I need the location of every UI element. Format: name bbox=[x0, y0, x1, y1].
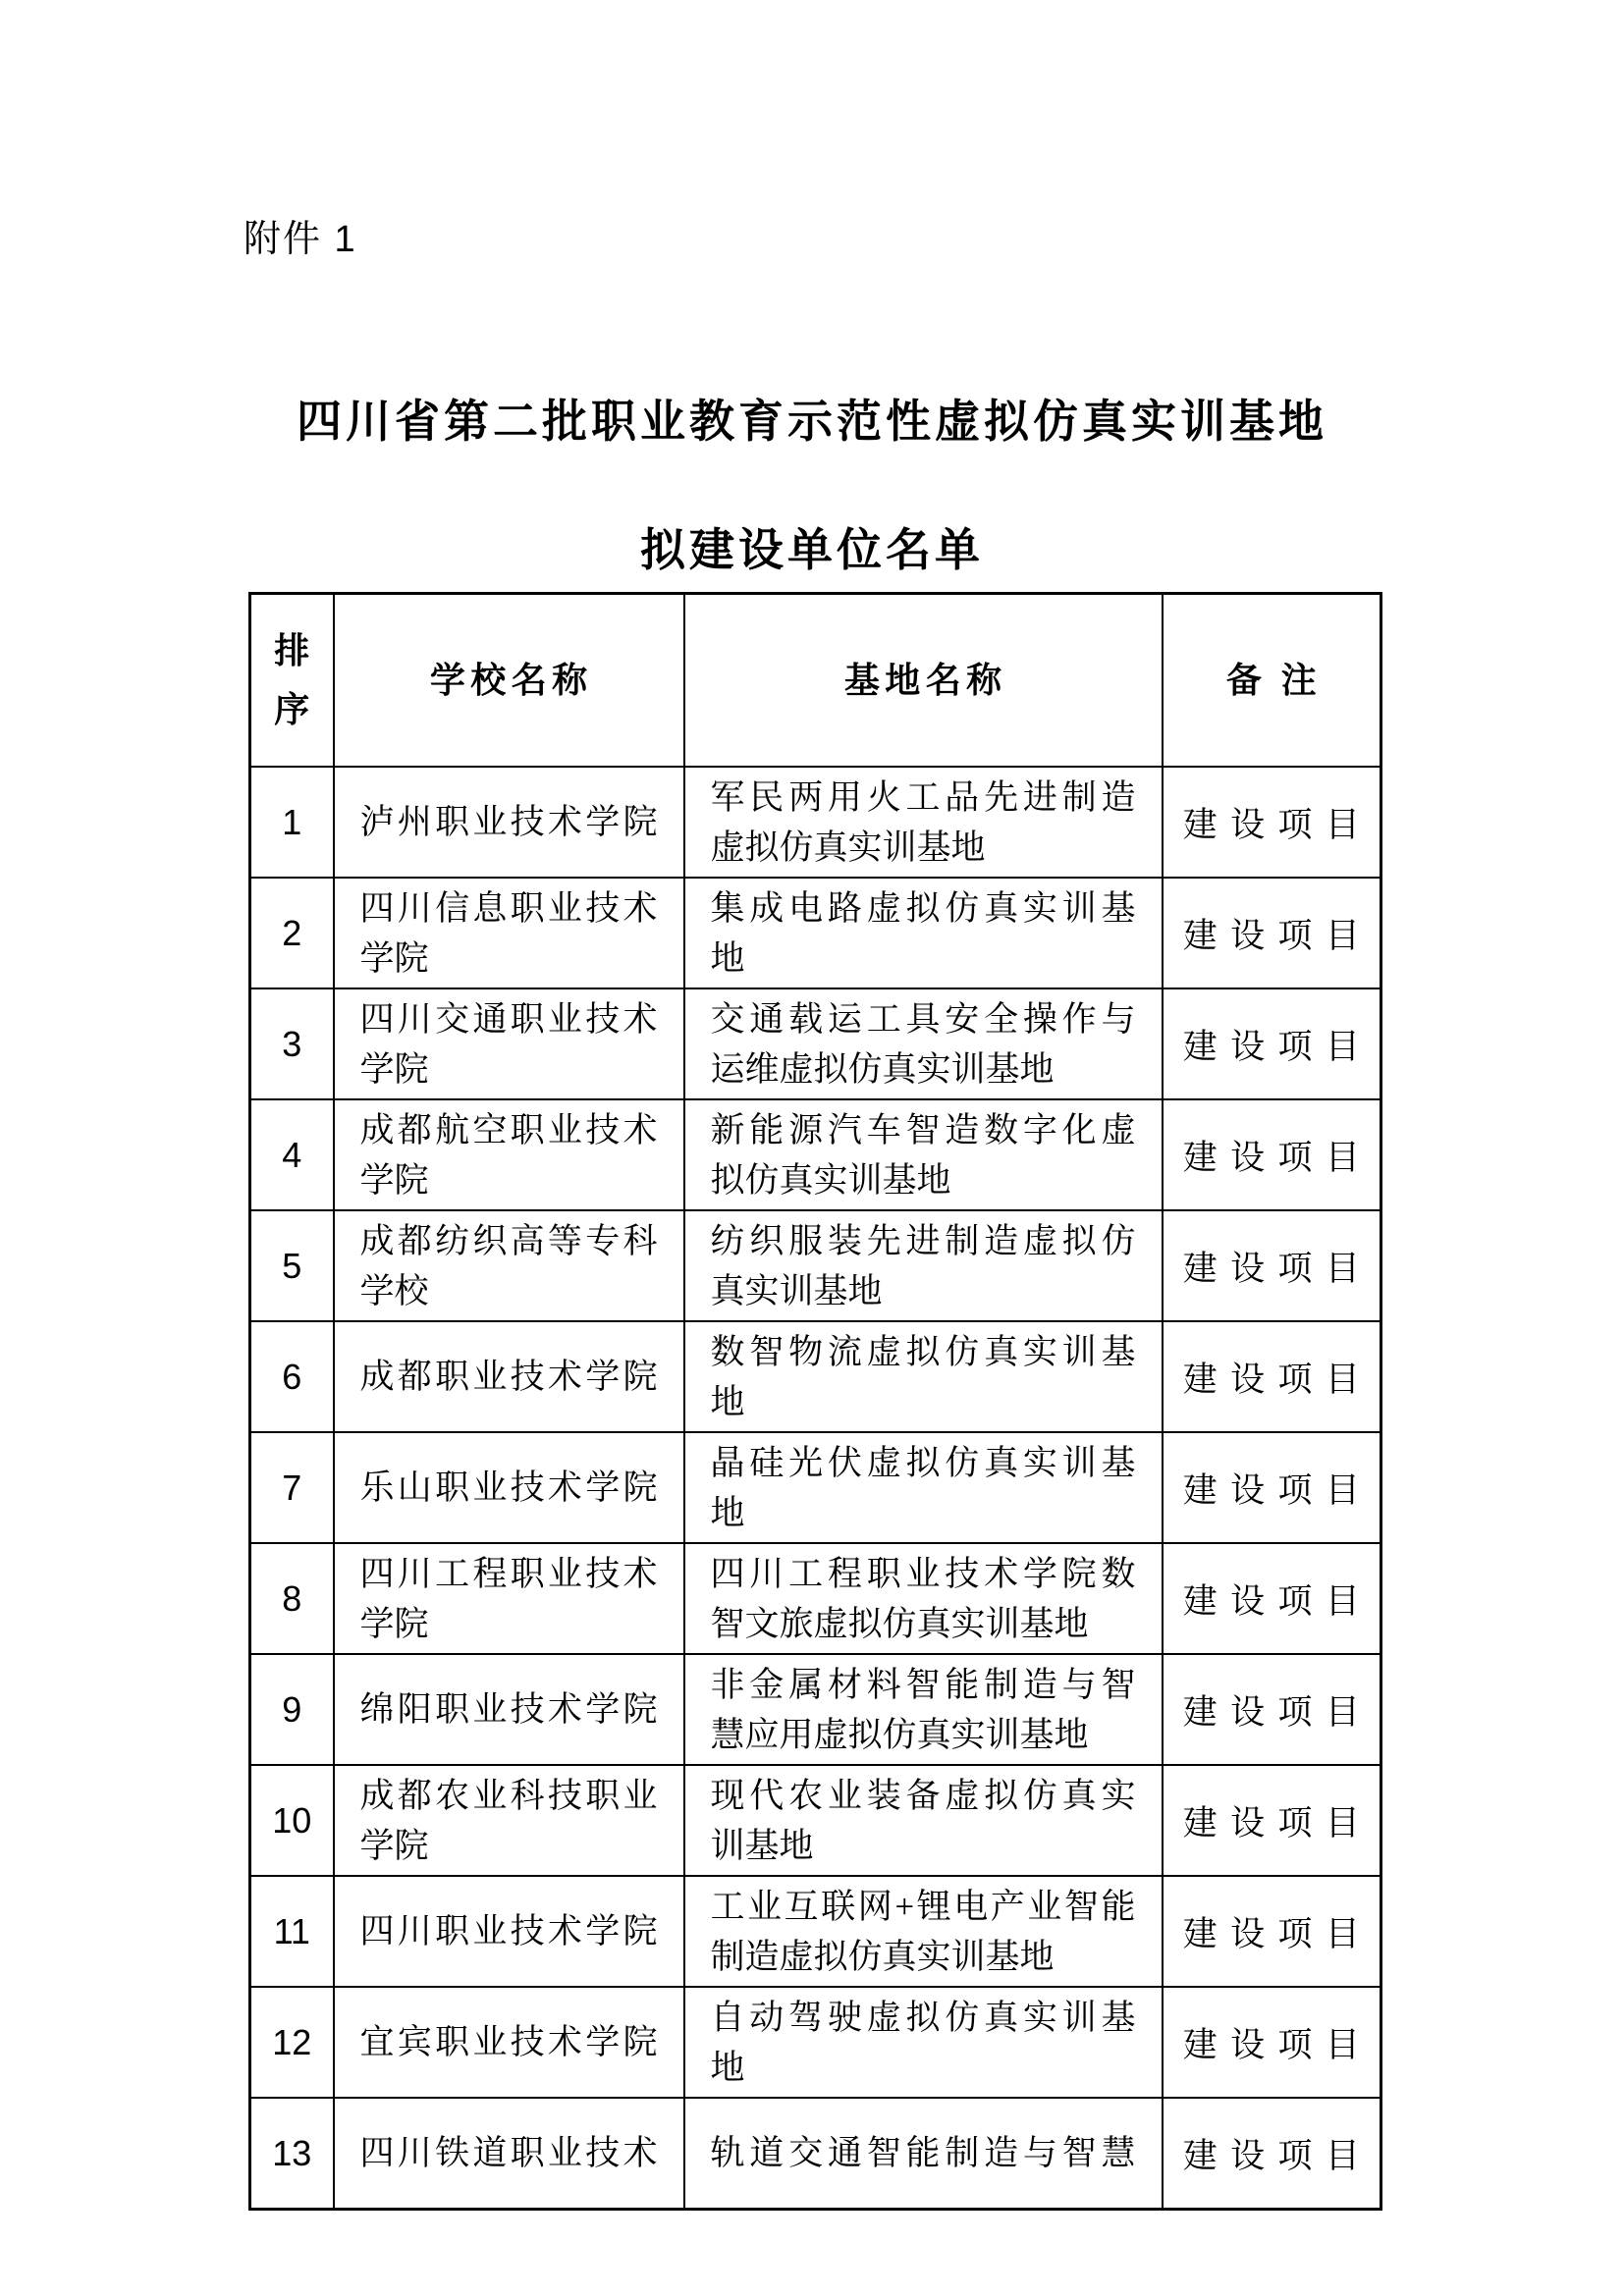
cell-text-line: 智文旅虚拟仿真实训基地 bbox=[710, 1604, 1089, 1643]
table-row bbox=[250, 1099, 1381, 1210]
note-text: 建设项目 bbox=[1182, 1914, 1373, 1953]
note-cell bbox=[1163, 988, 1381, 1099]
base-cell bbox=[684, 1321, 1163, 1432]
table-row bbox=[250, 1876, 1381, 1987]
note-text: 建设项目 bbox=[1182, 1249, 1373, 1288]
order-cell: 3 bbox=[250, 988, 334, 1099]
cell-text-line: 宜宾职业技术学院 bbox=[359, 2023, 658, 2061]
cell-text-line: 地 bbox=[710, 938, 745, 978]
cell-text-line: 拟仿真实训基地 bbox=[710, 1160, 951, 1200]
base-cell bbox=[684, 878, 1163, 988]
table-row bbox=[250, 1321, 1381, 1432]
order-cell: 11 bbox=[250, 1876, 334, 1987]
note-text: 建设项目 bbox=[1182, 1803, 1373, 1842]
school-cell bbox=[334, 1321, 684, 1432]
cell-text-line: 训基地 bbox=[710, 1826, 814, 1865]
school-cell bbox=[334, 1876, 684, 1987]
order-cell: 4 bbox=[250, 1099, 334, 1210]
table-row bbox=[250, 878, 1381, 988]
order-cell: 12 bbox=[250, 1987, 334, 2098]
school-cell bbox=[334, 1987, 684, 2098]
cell-text-line: 现代农业装备虚拟仿真实 bbox=[710, 1776, 1136, 1815]
order-cell: 2 bbox=[250, 878, 334, 988]
school-cell bbox=[334, 2098, 684, 2210]
table-body bbox=[250, 767, 1381, 2210]
cell-text-line: 真实训基地 bbox=[710, 1271, 883, 1310]
note-text: 建设项目 bbox=[1182, 1470, 1373, 1510]
header-cell-school bbox=[334, 594, 684, 768]
cell-text-line: 四川铁道职业技术 bbox=[359, 2134, 658, 2172]
note-text: 建设项目 bbox=[1182, 1360, 1373, 1399]
cell-text-line: 地 bbox=[710, 1493, 745, 1532]
school-cell bbox=[334, 1210, 684, 1321]
order-cell: 13 bbox=[250, 2098, 334, 2210]
base-cell bbox=[684, 988, 1163, 1099]
schools-table bbox=[248, 592, 1382, 2211]
table-row bbox=[250, 767, 1381, 878]
note-cell bbox=[1163, 1210, 1381, 1321]
table-row bbox=[250, 2098, 1381, 2210]
cell-text-line: 非金属材料智能制造与智 bbox=[710, 1665, 1136, 1704]
base-cell bbox=[684, 1654, 1163, 1765]
table-row bbox=[250, 988, 1381, 1099]
note-text: 建设项目 bbox=[1182, 2136, 1373, 2175]
table-header-row bbox=[250, 594, 1381, 768]
cell-text-line: 学校 bbox=[359, 1271, 429, 1310]
cell-text-line: 制造虚拟仿真实训基地 bbox=[710, 1937, 1055, 1976]
cell-text-line: 轨道交通智能制造与智慧 bbox=[710, 2134, 1136, 2172]
note-text: 建设项目 bbox=[1182, 1027, 1373, 1066]
note-text: 建设项目 bbox=[1182, 2025, 1373, 2064]
cell-text-line: 学院 bbox=[359, 1160, 429, 1200]
school-cell bbox=[334, 767, 684, 878]
note-cell bbox=[1163, 1876, 1381, 1987]
order-cell: 5 bbox=[250, 1210, 334, 1321]
header-cell-order bbox=[250, 594, 334, 768]
school-cell bbox=[334, 1654, 684, 1765]
table-row bbox=[250, 1765, 1381, 1876]
order-cell: 6 bbox=[250, 1321, 334, 1432]
document-title-line1: 四川省第二批职业教育示范性虚拟仿真实训基地 bbox=[297, 396, 1327, 447]
cell-text-line: 四川职业技术学院 bbox=[359, 1912, 658, 1950]
base-cell bbox=[684, 1543, 1163, 1654]
header-cell-base bbox=[684, 594, 1163, 768]
cell-text-line: 成都纺织高等专科 bbox=[359, 1221, 658, 1260]
base-cell bbox=[684, 1765, 1163, 1876]
school-cell bbox=[334, 1099, 684, 1210]
note-text: 建设项目 bbox=[1182, 916, 1373, 955]
school-cell bbox=[334, 1543, 684, 1654]
note-cell bbox=[1163, 767, 1381, 878]
header-order-label: 排序 bbox=[274, 631, 310, 729]
cell-text-line: 学院 bbox=[359, 1826, 429, 1865]
order-cell: 8 bbox=[250, 1543, 334, 1654]
cell-text-line: 成都职业技术学院 bbox=[359, 1358, 658, 1396]
cell-text-line: 虚拟仿真实训基地 bbox=[710, 828, 986, 867]
table-row bbox=[250, 1210, 1381, 1321]
cell-text-line: 绵阳职业技术学院 bbox=[359, 1690, 658, 1729]
base-cell bbox=[684, 1432, 1163, 1543]
order-cell: 10 bbox=[250, 1765, 334, 1876]
cell-text-line: 四川工程职业技术 bbox=[359, 1554, 658, 1593]
cell-text-line: 军民两用火工品先进制造 bbox=[710, 777, 1136, 817]
cell-text-line: 工业互联网+锂电产业智能 bbox=[710, 1887, 1136, 1926]
base-cell bbox=[684, 1987, 1163, 2098]
cell-text-line: 四川信息职业技术 bbox=[359, 888, 658, 928]
header-cell-note bbox=[1163, 594, 1381, 768]
header-base-label: 基地名称 bbox=[843, 661, 1007, 700]
order-cell: 7 bbox=[250, 1432, 334, 1543]
note-cell bbox=[1163, 878, 1381, 988]
document-title-line2: 拟建设单位名单 bbox=[640, 524, 984, 575]
header-school-label: 学校名称 bbox=[429, 661, 593, 700]
attachment-label: 附件 1 bbox=[244, 219, 357, 260]
cell-text-line: 学院 bbox=[359, 1604, 429, 1643]
table-row bbox=[250, 1654, 1381, 1765]
order-cell: 9 bbox=[250, 1654, 334, 1765]
base-cell bbox=[684, 1210, 1163, 1321]
table-row bbox=[250, 1432, 1381, 1543]
note-text: 建设项目 bbox=[1182, 1692, 1373, 1732]
cell-text-line: 泸州职业技术学院 bbox=[359, 803, 658, 841]
cell-text-line: 学院 bbox=[359, 938, 429, 978]
cell-text-line: 新能源汽车智造数字化虚 bbox=[710, 1110, 1136, 1149]
school-cell bbox=[334, 988, 684, 1099]
note-cell bbox=[1163, 1765, 1381, 1876]
note-cell bbox=[1163, 2098, 1381, 2210]
note-text: 建设项目 bbox=[1182, 805, 1373, 844]
cell-text-line: 四川交通职业技术 bbox=[359, 999, 658, 1039]
cell-text-line: 纺织服装先进制造虚拟仿 bbox=[710, 1221, 1136, 1260]
note-cell bbox=[1163, 1321, 1381, 1432]
note-cell bbox=[1163, 1099, 1381, 1210]
table-row bbox=[250, 1543, 1381, 1654]
school-cell bbox=[334, 878, 684, 988]
note-text: 建设项目 bbox=[1182, 1138, 1373, 1177]
cell-text-line: 成都农业科技职业 bbox=[359, 1776, 658, 1815]
cell-text-line: 晶硅光伏虚拟仿真实训基 bbox=[710, 1443, 1136, 1482]
cell-text-line: 慧应用虚拟仿真实训基地 bbox=[710, 1715, 1089, 1754]
cell-text-line: 数智物流虚拟仿真实训基 bbox=[710, 1332, 1136, 1371]
cell-text-line: 四川工程职业技术学院数 bbox=[710, 1554, 1136, 1593]
cell-text-line: 地 bbox=[710, 1382, 745, 1421]
cell-text-line: 学院 bbox=[359, 1049, 429, 1089]
header-note-label: 备注 bbox=[1225, 661, 1336, 700]
cell-text-line: 地 bbox=[710, 2048, 745, 2087]
table-row bbox=[250, 1987, 1381, 2098]
cell-text-line: 集成电路虚拟仿真实训基 bbox=[710, 888, 1136, 928]
note-cell bbox=[1163, 1543, 1381, 1654]
base-cell bbox=[684, 2098, 1163, 2210]
base-cell bbox=[684, 767, 1163, 878]
school-cell bbox=[334, 1432, 684, 1543]
base-cell bbox=[684, 1876, 1163, 1987]
cell-text-line: 成都航空职业技术 bbox=[359, 1110, 658, 1149]
order-cell: 1 bbox=[250, 767, 334, 878]
note-text: 建设项目 bbox=[1182, 1581, 1373, 1621]
cell-text-line: 运维虚拟仿真实训基地 bbox=[710, 1049, 1055, 1089]
school-cell bbox=[334, 1765, 684, 1876]
cell-text-line: 交通载运工具安全操作与 bbox=[710, 999, 1136, 1039]
note-cell bbox=[1163, 1987, 1381, 2098]
note-cell bbox=[1163, 1654, 1381, 1765]
cell-text-line: 乐山职业技术学院 bbox=[359, 1468, 658, 1507]
base-cell bbox=[684, 1099, 1163, 1210]
cell-text-line: 自动驾驶虚拟仿真实训基 bbox=[710, 1998, 1136, 2037]
note-cell bbox=[1163, 1432, 1381, 1543]
